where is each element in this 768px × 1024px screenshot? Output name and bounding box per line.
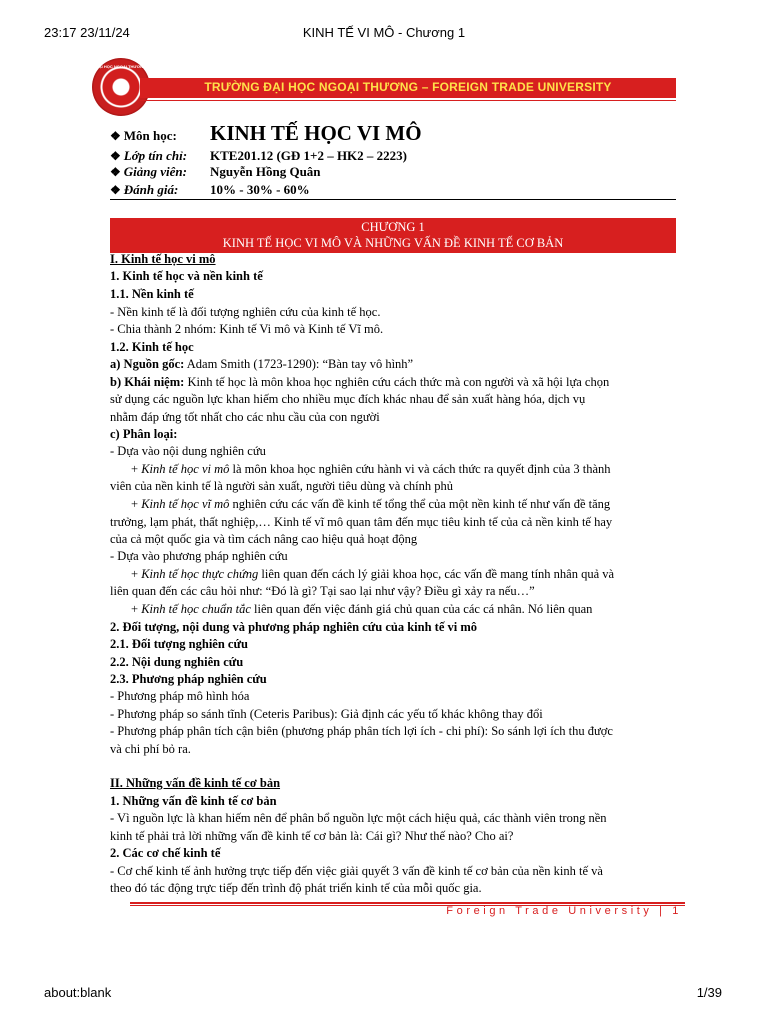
paragraph-line: nhằm đáp ứng tốt nhất cho các nhu cầu của con người (110, 410, 380, 424)
term-text: là môn khoa học nghiên cứu hành vi và cách thức ra quyết định của 3 thành (229, 462, 611, 476)
paragraph-line: trưởng, lạm phát, thất nghiệp,… Kinh tế vĩ mô quan tâm đến mục tiêu kinh tế của cả nền kinh tế hay (110, 515, 613, 529)
paragraph-line: liên quan đến các câu hỏi như: “Đó là gì? Tại sao lại như vậy? Điều gì xảy ra nếu…” (110, 584, 535, 598)
plus-marker: + (131, 602, 142, 616)
paragraph-line (110, 356, 413, 373)
subsection-heading: 2.1. Đối tượng nghiên cứu (110, 637, 248, 651)
diamond-bullet-icon: ❖ (110, 183, 121, 197)
paragraph-line: - Cơ chế kinh tế ảnh hưởng trực tiếp đến việc giải quyết 3 vấn đề kinh tế cơ bản của nền kinh tế và (110, 864, 603, 878)
term-text: liên quan đến việc đánh giá chủ quan của các cá nhân. Nó liên quan (250, 602, 593, 616)
paragraph-line: của cả một quốc gia và tìm cách nâng cao hiệu quả hoạt động (110, 532, 418, 546)
print-title: KINH TẾ VI MÔ - Chương 1 (302, 25, 466, 40)
paragraph-line (110, 374, 609, 391)
paragraph-line: - Phương pháp so sánh tĩnh (Ceteris Paribus): Giả định các yếu tố khác không thay đổi (110, 707, 543, 721)
paragraph-line: sử dụng các nguồn lực khan hiếm cho nhiều mục đích khác nhau để sản xuất hàng hóa, dịch vụ (110, 392, 586, 406)
section-heading: I. Kinh tế học vi mô (110, 252, 216, 266)
paragraph-line: - Chia thành 2 nhóm: Kinh tế Vi mô và Kinh tế Vĩ mô. (110, 322, 384, 336)
paragraph-line: - Dựa vào phương pháp nghiên cứu (110, 549, 288, 563)
print-page-count: 1/39 (696, 985, 722, 1000)
paragraph-line: - Nền kinh tế là đối tượng nghiên cứu của kinh tế học. (110, 305, 381, 319)
paragraph-line (131, 496, 610, 513)
diamond-bullet-icon: ❖ (110, 149, 121, 163)
class-label: Lớp tín chỉ: (123, 148, 188, 163)
term-italic: Kinh tế học vĩ mô (141, 497, 230, 511)
term-italic: Kinh tế học chuẩn tắc (141, 602, 251, 616)
page-footer-text: Foreign Trade University | 1 (446, 905, 682, 917)
class-value: KTE201.12 (GĐ 1+2 – HK2 – 2223) (210, 148, 407, 163)
plus-marker: + (131, 567, 142, 581)
paragraph-line (131, 461, 611, 478)
chapter-number: CHƯƠNG 1 (361, 220, 425, 234)
banner-underline (140, 100, 676, 101)
paragraph-line: - Phương pháp mô hình hóa (110, 689, 250, 703)
paragraph-line: - Dựa vào nội dung nghiên cứu (110, 444, 266, 458)
print-url: about:blank (44, 985, 112, 1000)
paragraph-line: kinh tế phải trả lời những vấn đề kinh tế cơ bản là: Cái gì? Như thế nào? Cho ai? (110, 829, 514, 843)
logo-text: ĐẠI HỌC NGOẠI THƯƠNG (95, 64, 147, 69)
subject-label: Môn học: (123, 128, 177, 143)
lecturer-value: Nguyễn Hồng Quân (210, 164, 321, 179)
subsection-heading: 1.1. Nền kinh tế (110, 287, 194, 301)
section-heading: II. Những vấn đề kinh tế cơ bản (110, 776, 281, 790)
subsection-heading: 2. Các cơ chế kinh tế (110, 846, 221, 860)
paragraph-line (131, 566, 614, 583)
plus-marker: + (131, 462, 142, 476)
subject-value: KINH TẾ HỌC VI MÔ (210, 121, 422, 145)
term-text: liên quan đến cách lý giải khoa học, các vấn đề mang tính nhân quả và (258, 567, 615, 581)
term-italic: Kinh tế học thực chứng (141, 567, 259, 581)
plus-marker: + (131, 497, 142, 511)
info-divider (110, 199, 676, 200)
chapter-title: KINH TẾ HỌC VI MÔ VÀ NHỮNG VẤN ĐỀ KINH TẾ CƠ BẢN (222, 236, 564, 250)
paragraph-line: - Vì nguồn lực là khan hiếm nên để phân bổ nguồn lực một cách hiệu quả, các thành viên trong nền (110, 811, 607, 825)
subsection-heading: 2.2. Nội dung nghiên cứu (110, 655, 244, 669)
term-italic: Kinh tế học vi mô (141, 462, 230, 476)
paragraph-line: theo đó tác động trực tiếp đến trình độ phát triển kinh tế của mỗi quốc gia. (110, 881, 482, 895)
paragraph-line: - Phương pháp phân tích cận biên (phương pháp phân tích lợi ích - chi phí): So sánh lợi ích thu được (110, 724, 613, 738)
subsection-heading: 2. Đối tượng, nội dung và phương pháp nghiên cứu của kinh tế vi mô (110, 620, 478, 634)
university-name: TRƯỜNG ĐẠI HỌC NGOẠI THƯƠNG – FOREIGN TRADE UNIVERSITY (204, 80, 612, 94)
footer-rule (130, 902, 685, 904)
paragraph-line: và chi phí bỏ ra. (110, 742, 191, 756)
subsection-heading: 1. Những vấn đề kinh tế cơ bản (110, 794, 277, 808)
subsection-heading: c) Phân loại: (110, 427, 178, 441)
diamond-bullet-icon: ❖ (110, 129, 121, 143)
term-text: Adam Smith (1723-1290): “Bàn tay vô hình” (184, 357, 414, 371)
lecturer-label: Giảng viên: (123, 164, 187, 179)
subsection-heading: 1. Kinh tế học và nền kinh tế (110, 269, 263, 283)
chapter-heading (110, 218, 676, 253)
subsection-heading: 2.3. Phương pháp nghiên cứu (110, 672, 267, 686)
term-label: b) Khái niệm: (110, 375, 185, 389)
grading-value: 10% - 30% - 60% (210, 182, 310, 197)
term-label: a) Nguồn gốc: (110, 357, 185, 371)
subsection-heading: 1.2. Kinh tế học (110, 340, 194, 354)
university-banner (140, 78, 676, 98)
diamond-bullet-icon: ❖ (110, 165, 121, 179)
grading-label: Đánh giá: (123, 182, 179, 197)
paragraph-line (131, 601, 592, 618)
paragraph-line: viên của nền kinh tế là người sản xuất, người tiêu dùng và chính phủ (110, 479, 454, 493)
term-text: Kinh tế học là môn khoa học nghiên cứu cách thức mà con người và xã hội lựa chọn (184, 375, 610, 389)
term-text: nghiên cứu các vấn đề kinh tế tổng thể của một nền kinh tế như vấn đề tăng (229, 497, 611, 511)
print-datetime: 23:17 23/11/24 (44, 25, 130, 40)
